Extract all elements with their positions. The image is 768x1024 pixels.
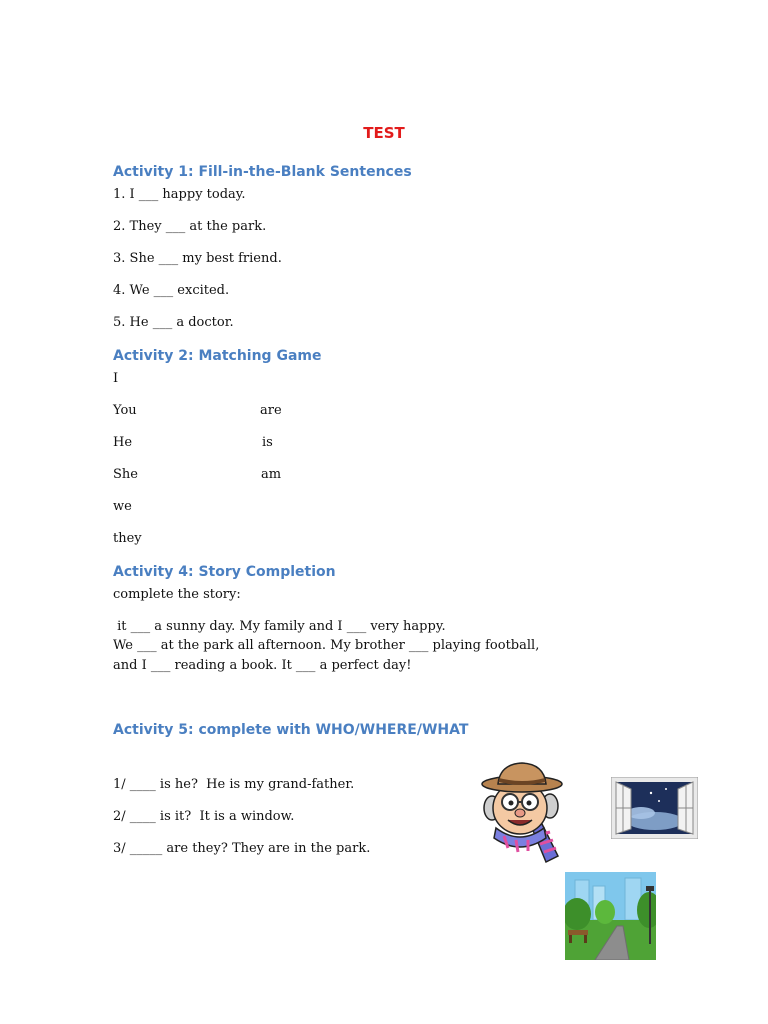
activity-4-instruction: complete the story: — [113, 587, 241, 602]
activity-1-heading: Activity 1: Fill-in-the-Blank Sentences — [113, 164, 412, 180]
grandfather-image — [480, 758, 565, 868]
activity-1-sentence: 4. We ___ excited. — [113, 283, 230, 298]
matching-left-item: He — [113, 435, 133, 450]
story-line: We ___ at the park all afternoon. My brother ___ playing football, — [113, 638, 540, 653]
story-line: it ___ a sunny day. My family and I ___ very happy. — [113, 619, 446, 634]
question-line: 1/ ____ is he? He is my grand-father. — [113, 777, 355, 792]
activity-5-heading: Activity 5: complete with WHO/WHERE/WHAT — [113, 722, 469, 738]
matching-left-item: they — [113, 531, 142, 546]
matching-right-item: am — [261, 467, 282, 482]
matching-left-item: I — [113, 371, 119, 386]
question-line: 3/ _____ are they? They are in the park. — [113, 841, 371, 856]
matching-left-item: we — [113, 499, 132, 514]
window-image — [611, 777, 698, 839]
story-line: and I ___ reading a book. It ___ a perfect day! — [113, 658, 412, 673]
park-image — [565, 872, 656, 960]
activity-2-heading: Activity 2: Matching Game — [113, 348, 322, 364]
activity-1-sentence: 1. I ___ happy today. — [113, 187, 246, 202]
page-title: TEST — [363, 124, 405, 142]
activity-4-heading: Activity 4: Story Completion — [113, 564, 336, 580]
activity-1-sentence: 3. She ___ my best friend. — [113, 251, 282, 266]
matching-left-item: She — [113, 467, 138, 482]
question-line: 2/ ____ is it? It is a window. — [113, 809, 295, 824]
activity-1-sentence: 2. They ___ at the park. — [113, 219, 267, 234]
matching-right-item: is — [262, 435, 273, 450]
matching-right-item: are — [260, 403, 282, 418]
activity-1-sentence: 5. He ___ a doctor. — [113, 315, 234, 330]
matching-left-item: You — [113, 403, 137, 418]
